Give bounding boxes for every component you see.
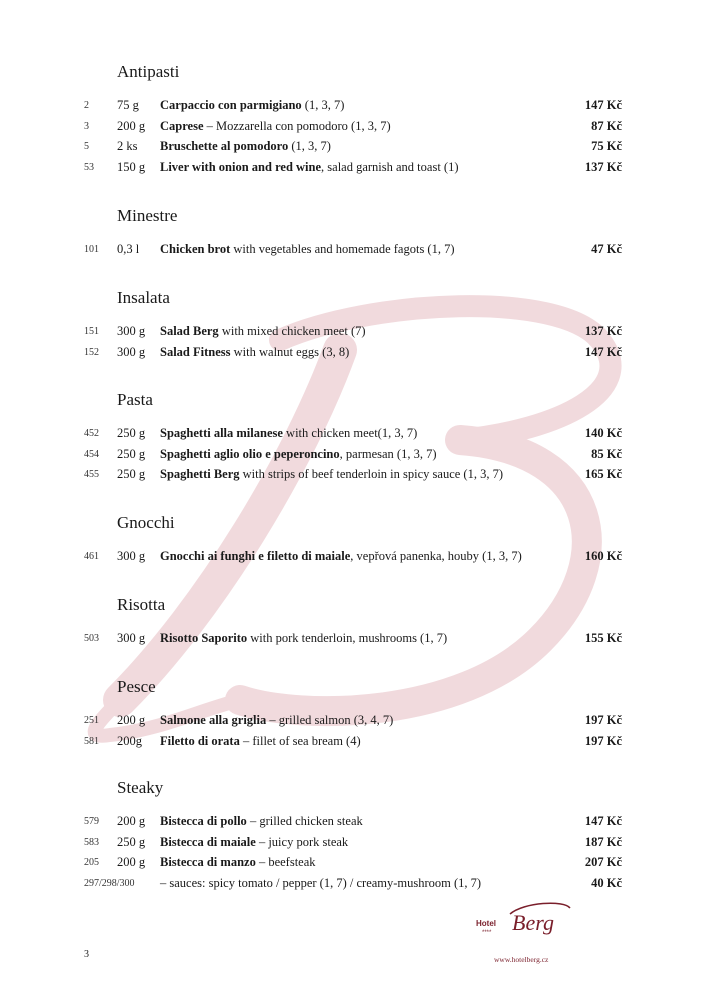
item-name: Salad Berg (160, 324, 219, 338)
menu-item-row (0, 855, 706, 875)
menu-item-row (0, 467, 706, 487)
section-title: Steaky (117, 778, 164, 797)
item-details: with strips of beef tenderloin in spicy sauce (1, 3, 7) (239, 467, 503, 481)
item-price: 160 Kč (584, 549, 622, 563)
item-number: 454 (84, 448, 99, 460)
item-details: – grilled chicken steak (246, 814, 363, 828)
item-details: with pork tenderloin, mushrooms (1, 7) (247, 631, 448, 645)
item-quantity: 300 g (117, 631, 146, 645)
section-title: Antipasti (117, 62, 180, 81)
item-details: , vepřová panenka, houby (1, 3, 7) (350, 549, 522, 563)
logo-brand-word: Berg (512, 910, 554, 935)
menu-item-row (0, 160, 706, 180)
item-details: (1, 3, 7) (301, 98, 345, 112)
item-description (160, 814, 363, 829)
item-name: Caprese (160, 118, 204, 133)
item-price: 47 Kč (591, 242, 622, 256)
item-details: with mixed chicken meet (7) (218, 324, 366, 338)
item-name: Carpaccio con parmigiano (160, 98, 302, 112)
item-name: Filetto di orata (160, 733, 240, 748)
item-name: Salmone alla griglia (160, 713, 267, 727)
logo-stars: **** (482, 930, 492, 936)
item-quantity: 75 g (117, 98, 139, 112)
item-quantity: 0,3 l (117, 242, 140, 256)
item-quantity: 300 g (117, 324, 146, 338)
item-description (160, 139, 331, 154)
item-number: 205 (84, 857, 99, 868)
item-price: 147 Kč (584, 344, 622, 359)
item-price: 155 Kč (584, 631, 622, 645)
menu-item-row (0, 98, 706, 118)
menu-item-row (0, 345, 706, 365)
item-description (160, 835, 348, 850)
item-price: 140 Kč (584, 426, 622, 440)
section-title: Minestre (117, 206, 178, 225)
item-details: (1, 3, 7) (288, 139, 331, 153)
logo-hotel-word: Hotel (476, 919, 496, 928)
menu-item-row (0, 713, 706, 733)
item-description (160, 734, 361, 749)
item-number: 101 (84, 244, 99, 255)
item-name: Bruschette al pomodoro (160, 139, 289, 153)
item-number: 297/298/300 (84, 877, 135, 889)
item-number: 581 (84, 735, 99, 747)
item-quantity: 300 g (117, 549, 146, 563)
section-title: Pasta (117, 390, 153, 409)
item-price: 147 Kč (584, 814, 622, 828)
item-number: 503 (84, 633, 99, 644)
item-description (160, 631, 447, 646)
item-quantity: 200 g (117, 814, 146, 828)
item-price: 197 Kč (584, 733, 622, 748)
item-price: 207 Kč (584, 855, 622, 869)
item-number: 461 (84, 551, 99, 562)
item-number: 455 (84, 469, 99, 480)
item-details: with chicken meet(1, 3, 7) (282, 426, 418, 440)
item-name: Liver with onion and red wine (160, 159, 322, 174)
item-description (160, 426, 417, 441)
item-quantity: 250 g (117, 426, 146, 440)
item-price: 85 Kč (591, 446, 622, 461)
menu-item-row (0, 814, 706, 834)
section-title: Insalata (117, 288, 170, 307)
item-price: 187 Kč (584, 834, 622, 849)
menu-item-row (0, 835, 706, 855)
item-details: , parmesan (1, 3, 7) (339, 446, 437, 461)
item-details: – Mozzarella con pomodoro (1, 3, 7) (203, 118, 391, 133)
item-price: 165 Kč (584, 467, 622, 481)
item-description (160, 160, 459, 175)
item-number: 579 (84, 816, 99, 827)
item-description (160, 242, 455, 257)
item-name: Gnocchi ai funghi e filetto di maiale (160, 549, 351, 563)
item-description (160, 713, 393, 728)
item-number: 53 (84, 161, 94, 173)
item-name: Chicken brot (160, 242, 231, 256)
website-link[interactable]: www.hotelberg.cz (494, 955, 549, 964)
item-quantity: 200g (117, 733, 142, 748)
item-price: 75 Kč (591, 139, 622, 153)
item-quantity: 200 g (117, 855, 146, 869)
item-details: – sauces: spicy tomato / pepper (1, 7) / creamy-mushroom (1, 7) (160, 875, 482, 890)
item-description (160, 549, 522, 564)
menu-item-row (0, 426, 706, 446)
item-price: 147 Kč (584, 98, 622, 112)
item-quantity: 250 g (117, 834, 146, 849)
item-quantity: 250 g (117, 467, 146, 481)
item-number: 251 (84, 715, 99, 726)
item-description (160, 98, 344, 113)
item-quantity: 200 g (117, 118, 146, 133)
menu-item-row (0, 242, 706, 262)
item-number: 2 (84, 100, 89, 111)
item-description (160, 876, 481, 891)
menu-item-row (0, 447, 706, 467)
item-name: Spaghetti Berg (160, 467, 240, 481)
menu-item-row (0, 324, 706, 344)
menu-item-row (0, 631, 706, 651)
item-quantity: 200 g (117, 713, 146, 727)
item-details: – beefsteak (255, 855, 316, 869)
item-price: 137 Kč (584, 159, 622, 174)
item-details: – juicy pork steak (255, 834, 349, 849)
item-name: Bistecca di pollo (160, 814, 247, 828)
menu-item-row (0, 119, 706, 139)
item-quantity: 250 g (117, 446, 146, 461)
item-price: 137 Kč (584, 324, 622, 338)
menu-item-row (0, 876, 706, 896)
item-number: 151 (84, 326, 99, 337)
item-price: 87 Kč (591, 118, 622, 133)
item-number: 152 (84, 346, 99, 358)
menu-item-row (0, 734, 706, 754)
item-name: Bistecca di manzo (160, 855, 256, 869)
item-price: 197 Kč (584, 713, 622, 727)
section-title: Pesce (117, 677, 156, 696)
item-name: Risotto Saporito (160, 631, 248, 645)
item-details: with vegetables and homemade fagots (1, 7) (230, 242, 455, 256)
item-description (160, 447, 437, 462)
item-quantity: 150 g (117, 159, 146, 174)
item-number: 5 (84, 141, 89, 152)
section-title: Gnocchi (117, 513, 175, 532)
item-quantity: 300 g (117, 344, 146, 359)
item-name: Spaghetti alla milanese (160, 426, 283, 440)
item-description (160, 119, 391, 134)
item-description (160, 345, 349, 360)
item-details: with walnut eggs (3, 8) (230, 344, 350, 359)
item-description (160, 324, 366, 339)
item-quantity: 2 ks (117, 139, 138, 153)
item-name: Salad Fitness (160, 344, 231, 359)
item-number: 452 (84, 428, 99, 439)
item-name: Bistecca di maiale (160, 834, 256, 849)
item-description (160, 467, 503, 482)
item-name: Spaghetti aglio olio e peperoncino (160, 446, 340, 461)
section-title: Risotta (117, 595, 166, 614)
item-description (160, 855, 316, 870)
hotel-berg-logo-icon (474, 900, 574, 944)
page-number: 3 (84, 949, 89, 960)
item-price: 40 Kč (591, 875, 622, 890)
item-number: 583 (84, 836, 99, 848)
item-number: 3 (84, 120, 89, 132)
menu-item-row (0, 549, 706, 569)
item-details: , salad garnish and toast (1) (321, 159, 459, 174)
item-details: – fillet of sea bream (4) (239, 733, 361, 748)
menu-item-row (0, 139, 706, 159)
item-details: – grilled salmon (3, 4, 7) (266, 713, 394, 727)
